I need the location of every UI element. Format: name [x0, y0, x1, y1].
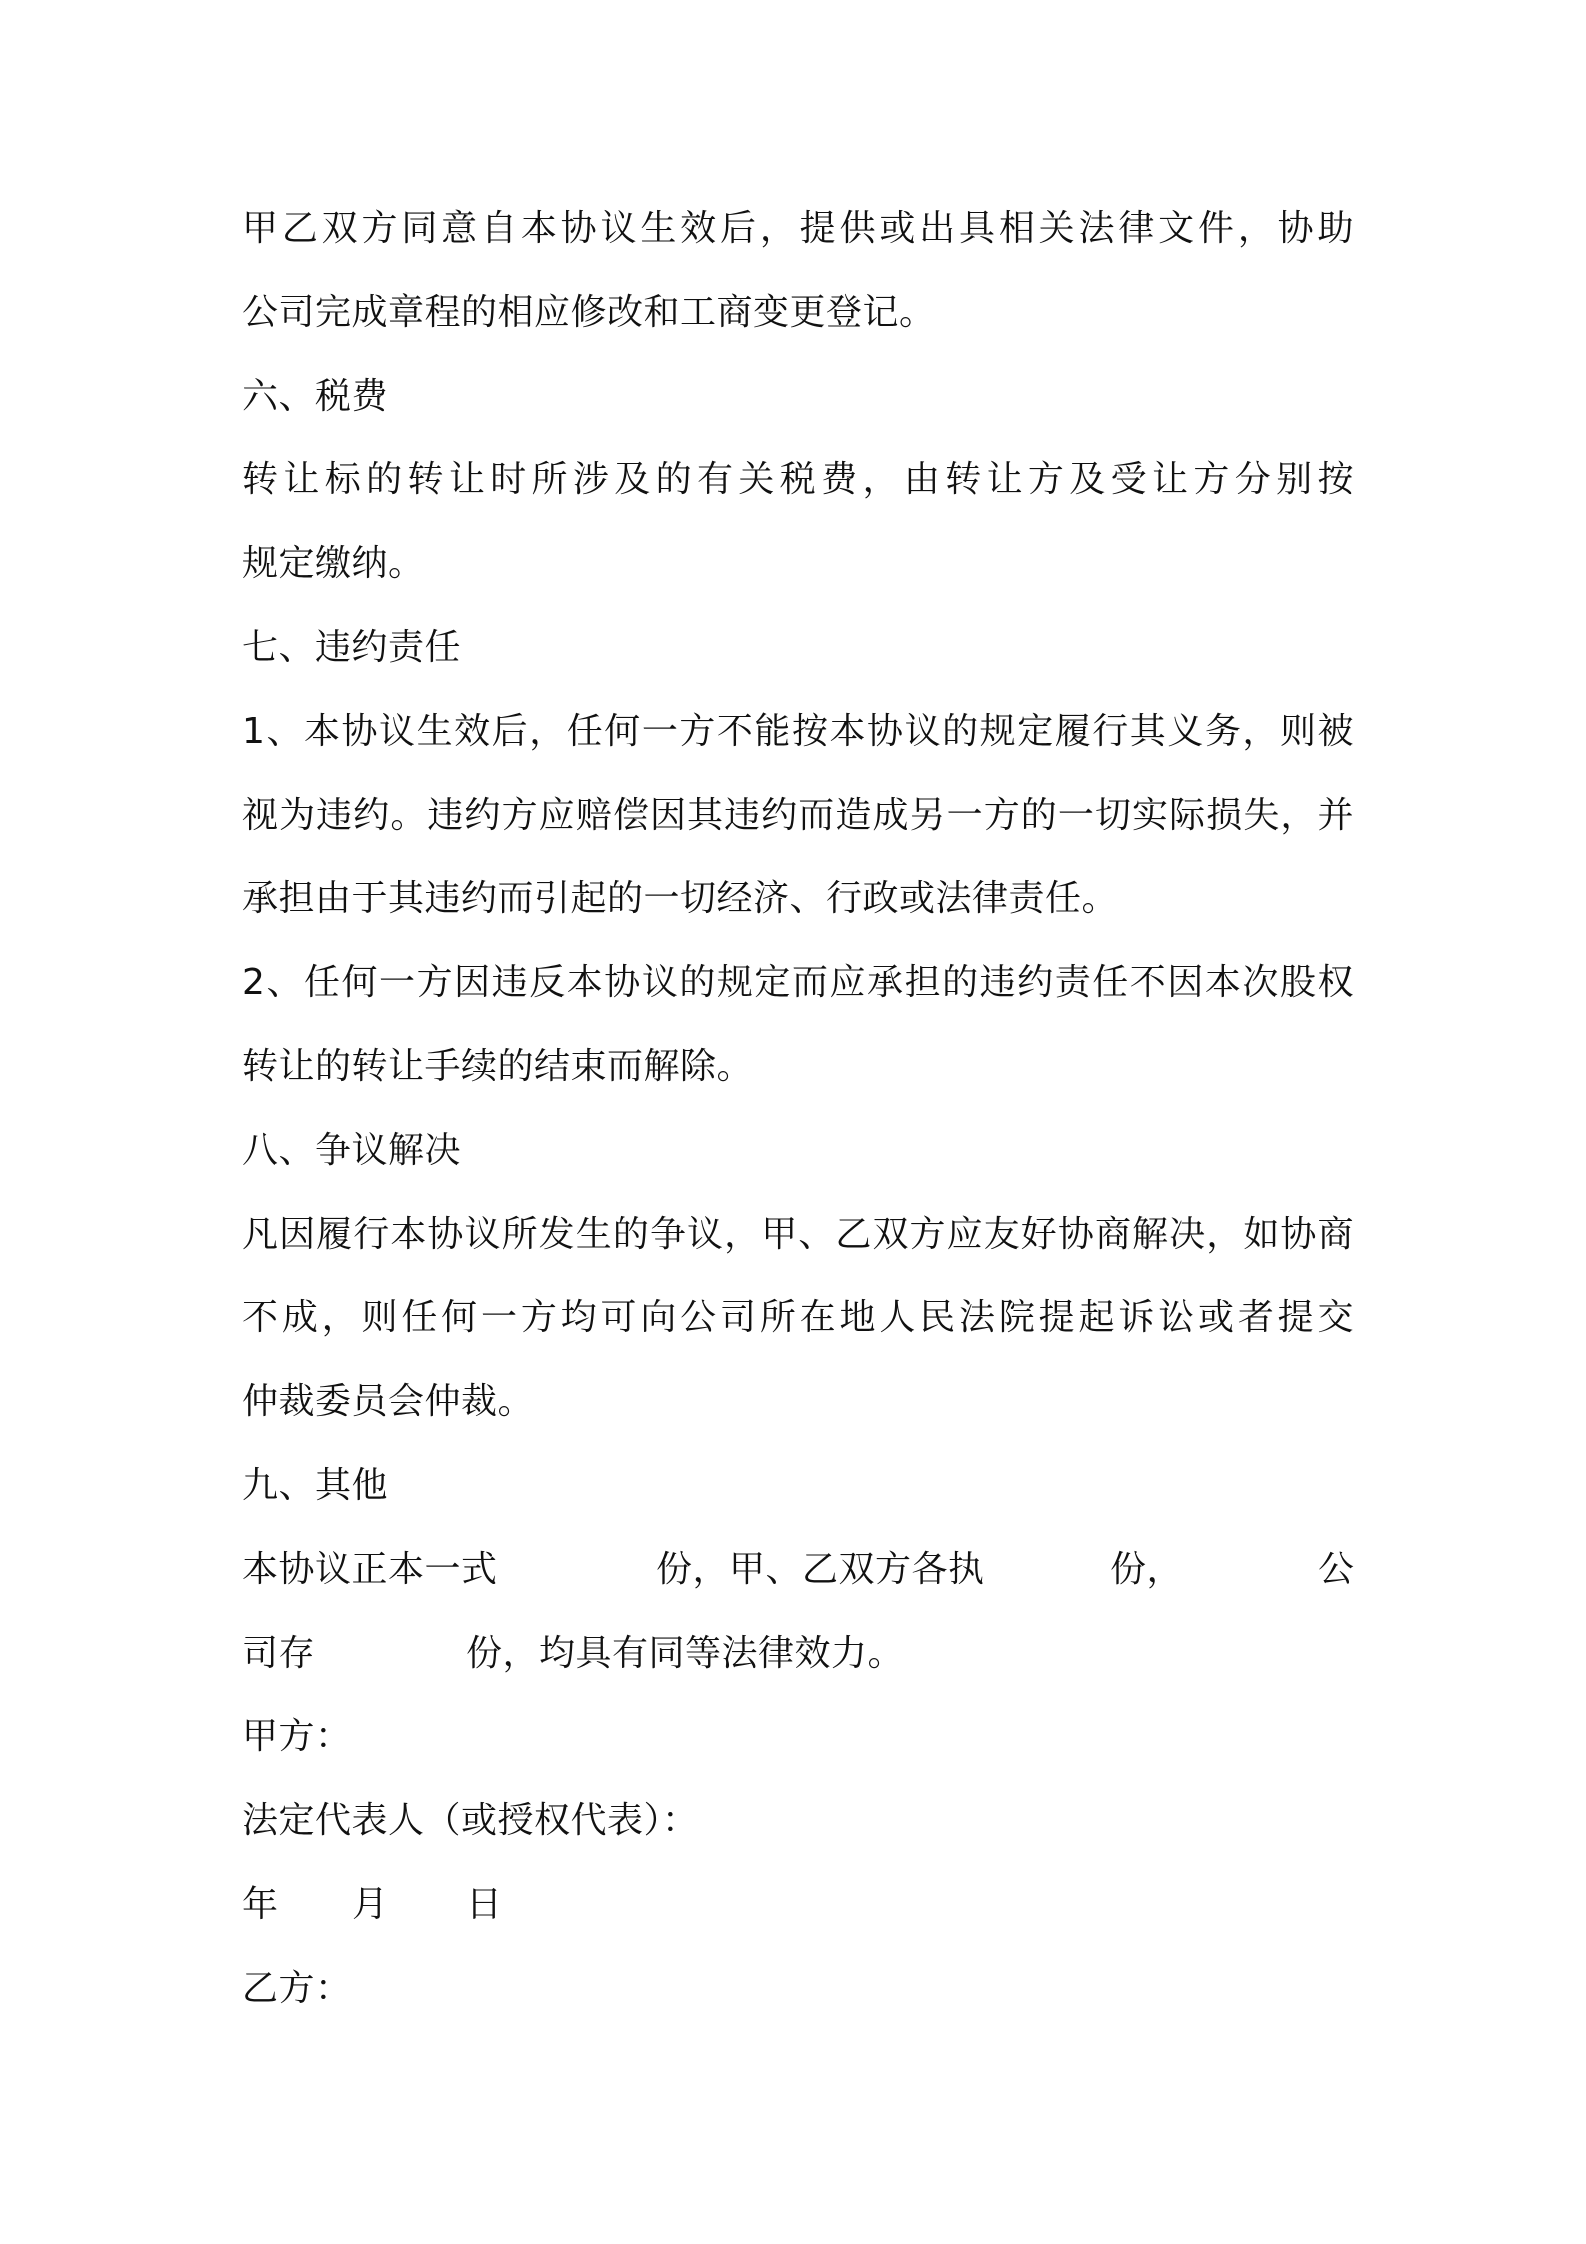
paragraph-registration-line-1: 甲乙双方同意自本协议生效后，提供或出具相关法律文件，协助 [242, 208, 1354, 249]
date-day-label: 日 [466, 1884, 503, 1925]
section-8-line-1: 凡因履行本协议所发生的争议，甲、乙双方应友好协商解决，如协商 [242, 1214, 1354, 1255]
section-7-item-1-line-1: 1、本协议生效后，任何一方不能按本协议的规定履行其义务，则被 [242, 711, 1354, 752]
section-8-line-2: 不成，则任何一方均可向公司所在地人民法院提起诉讼或者提交 [242, 1297, 1354, 1338]
copies-original-count-label: 本协议正本一式 [242, 1549, 498, 1590]
section-6-line-2: 规定缴纳。 [242, 543, 425, 584]
section-7-heading: 七、违约责任 [242, 627, 462, 668]
section-6-line-1: 转让标的转让时所涉及的有关税费，由转让方及受让方分别按 [242, 459, 1354, 500]
copies-unit-label: 份， [1110, 1549, 1184, 1590]
date-month-label: 月 [352, 1884, 389, 1925]
party-b-label: 乙方： [242, 1968, 352, 2009]
section-7-item-2-line-2: 转让的转让手续的结束而解除。 [242, 1046, 754, 1087]
section-8-line-3: 仲裁委员会仲裁。 [242, 1381, 535, 1422]
copies-line-2 [242, 1632, 1354, 1676]
copies-line-1 [242, 1548, 1354, 1592]
equal-legal-effect-label: 份，均具有同等法律效力。 [466, 1633, 905, 1674]
paragraph-registration-line-2: 公司完成章程的相应修改和工商变更登记。 [242, 292, 936, 333]
section-7-item-2-line-1: 2、任何一方因违反本协议的规定而应承担的违约责任不因本次股权 [242, 962, 1354, 1003]
section-6-heading: 六、税费 [242, 376, 389, 417]
section-9-heading: 九、其他 [242, 1465, 389, 1506]
signature-date-line [242, 1883, 1354, 1927]
section-8-heading: 八、争议解决 [242, 1130, 462, 1171]
party-a-label: 甲方： [242, 1716, 352, 1757]
section-7-item-1-line-2: 视为违约。违约方应赔偿因其违约而造成另一方的一切实际损失，并 [242, 795, 1354, 836]
copies-each-party-label: 份，甲、乙双方各执 [656, 1549, 985, 1590]
copies-company-label-start: 公 [1318, 1549, 1355, 1590]
date-year-label: 年 [242, 1884, 279, 1925]
company-keeps-label: 司存 [242, 1633, 316, 1674]
section-7-item-1-line-3: 承担由于其违约而引起的一切经济、行政或法律责任。 [242, 878, 1119, 919]
legal-representative-label: 法定代表人（或授权代表）： [242, 1800, 699, 1841]
